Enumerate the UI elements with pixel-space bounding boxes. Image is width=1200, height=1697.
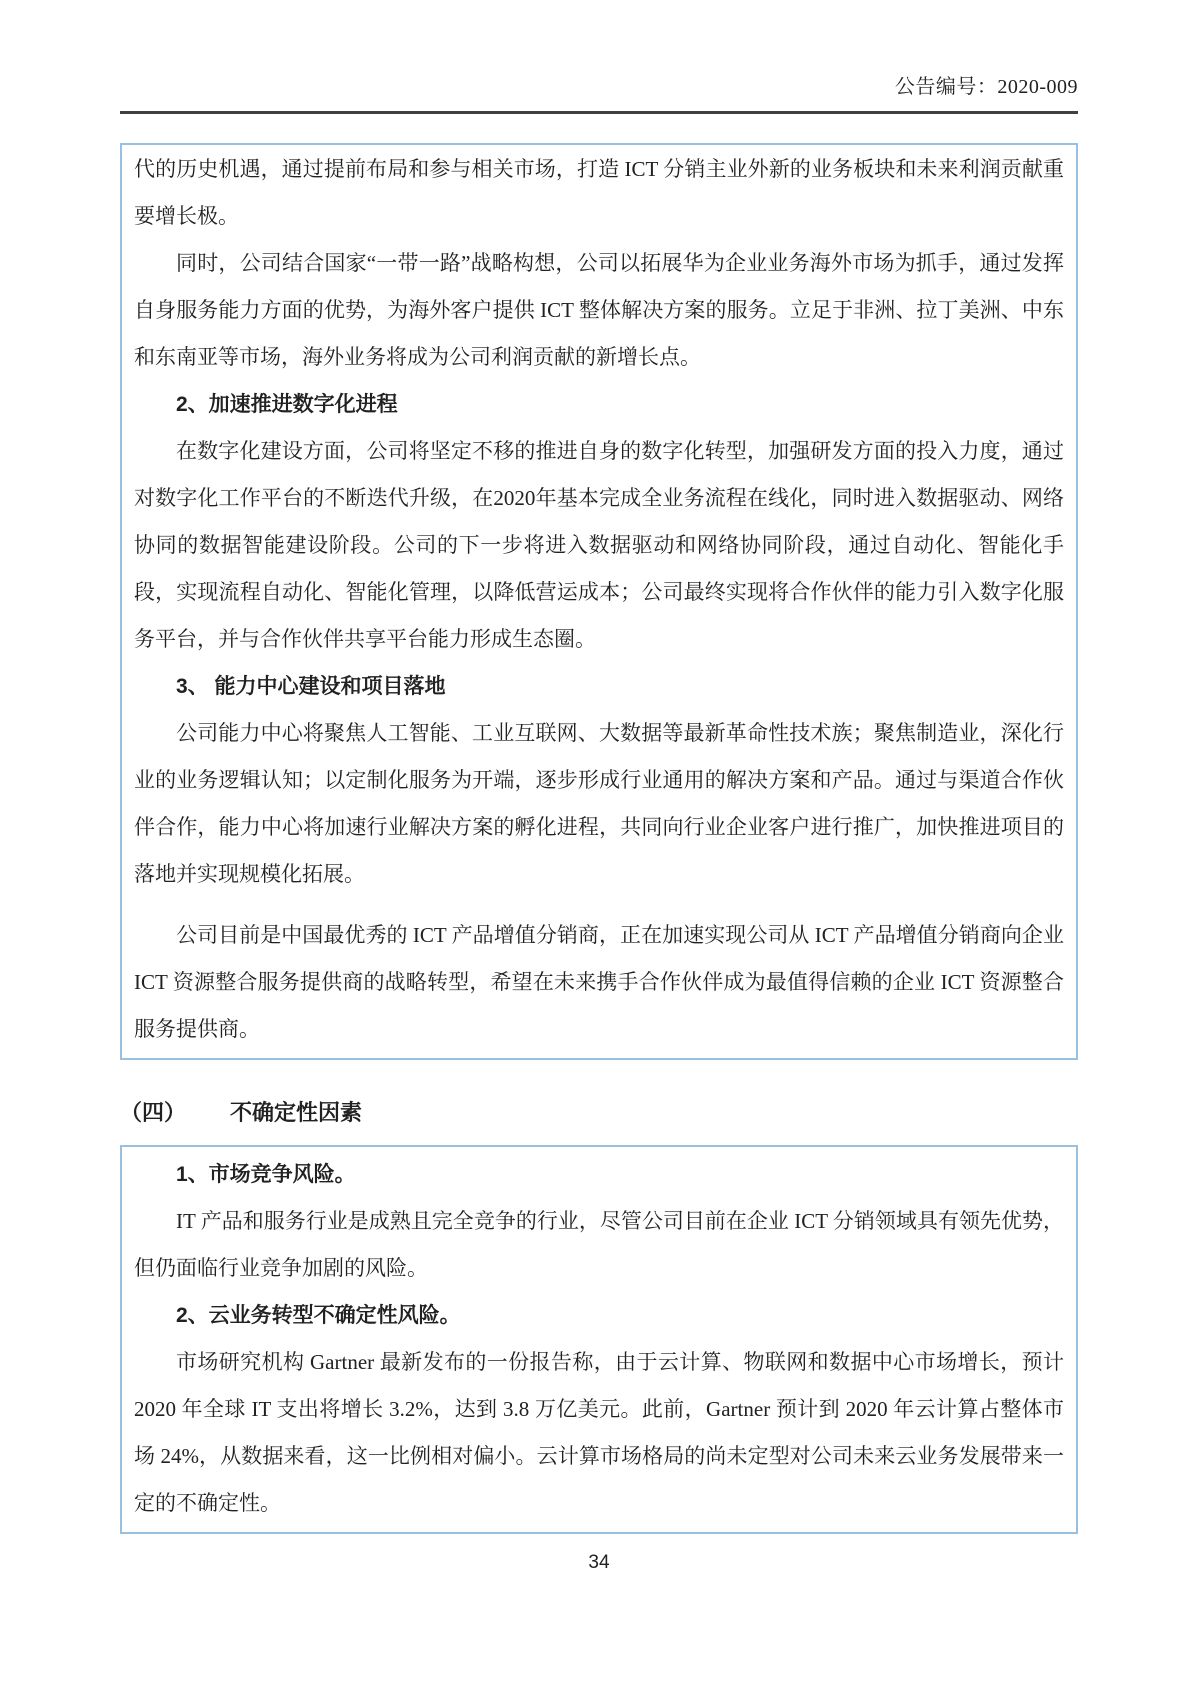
risk-factors-box [120, 1145, 1078, 1534]
announcement-number: 公告编号：2020-009 [894, 76, 1078, 98]
header-rule [120, 111, 1078, 114]
heading-capability-center: 3、 能力中心建设和项目落地 [176, 675, 446, 698]
heading-digitalization: 2、加速推进数字化进程 [176, 393, 398, 416]
business-outlook-box [120, 143, 1078, 1060]
section-number: （四） [120, 1100, 187, 1125]
page-number: 34 [588, 1552, 610, 1573]
page-footer [120, 1552, 1078, 1574]
overseas-strategy-paragraph: 同时，公司结合国家“一带一路”战略构想，公司以拓展华为企业业务海外市场为抓手，通过发挥自身服务能力方面的优势，为海外客户提供 ICT 整体解决方案的服务。立足于非洲、拉丁美洲、中东和东南亚等市场，海外业务将成为公司利润贡献的新增长点。 [134, 251, 1064, 369]
heading-market-competition-risk: 1、市场竞争风险。 [176, 1163, 356, 1186]
cloud-transformation-paragraph: 市场研究机构 Gartner 最新发布的一份报告称，由于云计算、物联网和数据中心市场增长，预计 2020 年全球 IT 支出将增长 3.2%，达到 3.8 万亿美元。此前，Gartner 预计到 2020 年云计算占整体市场 24%，从数据来看，这一比例相对偏小。云计算市场格局的尚未定型对公司未来云业务发展带来一定的不确定性。 [134, 1350, 1064, 1515]
page-header [120, 74, 1078, 114]
market-competition-paragraph: IT 产品和服务行业是成熟且完全竞争的行业，尽管公司目前在企业 ICT 分销领域具有领先优势，但仍面临行业竞争加剧的风险。 [134, 1209, 1064, 1280]
continuation-paragraph: 代的历史机遇，通过提前布局和参与相关市场，打造 ICT 分销主业外新的业务板块和未来利润贡献重要增长极。 [134, 157, 1064, 228]
heading-cloud-transformation-risk: 2、云业务转型不确定性风险。 [176, 1304, 461, 1327]
digitalization-paragraph: 在数字化建设方面，公司将坚定不移的推进自身的数字化转型，加强研发方面的投入力度，通过对数字化工作平台的不断迭代升级，在2020年基本完成全业务流程在线化，同时进入数据驱动、网络协同的数据智能建设阶段。公司的下一步将进入数据驱动和网络协同阶段，通过自动化、智能化手段，实现流程自动化、智能化管理，以降低营运成本；公司最终实现将合作伙伴的能力引入数字化服务平台，并与合作伙伴共享平台能力形成生态圈。 [134, 439, 1064, 651]
capability-center-paragraph: 公司能力中心将聚焦人工智能、工业互联网、大数据等最新革命性技术族；聚焦制造业，深化行业的业务逻辑认知；以定制化服务为开端，逐步形成行业通用的解决方案和产品。通过与渠道合作伙伴合作，能力中心将加速行业解决方案的孵化进程，共同向行业企业客户进行推广，加快推进项目的落地并实现规模化拓展。 [134, 721, 1064, 886]
company-positioning-paragraph: 公司目前是中国最优秀的 ICT 产品增值分销商，正在加速实现公司从 ICT 产品增值分销商向企业 ICT 资源整合服务提供商的战略转型，希望在未来携手合作伙伴成为最值得信赖的企业 ICT 资源整合服务提供商。 [134, 923, 1064, 1041]
section-title: 不确定性因素 [230, 1100, 363, 1125]
section-heading-uncertainty [120, 1097, 1078, 1129]
